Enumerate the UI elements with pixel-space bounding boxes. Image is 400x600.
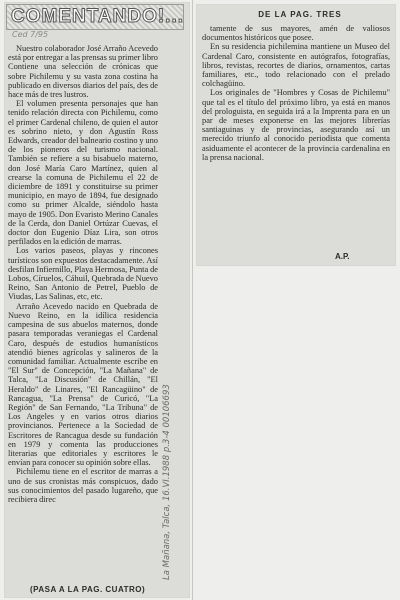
article-paragraph: En su residencia pichilemina mantiene un Museo del Cardenal Caro, consistente en autógrafos, fotografías, libros, revistas, recortes de diarios, ornamentos, cartas familiares, etc., todo relacionado con el prelado colchagüino. — [202, 42, 390, 89]
article-paragraph: El volumen presenta personajes que han tenido relación directa con Pichilemu, como el primer Cardenal chileno, de quien el autor es sobrino nieto, y don Agustín Ross Edwards, creador del balneario costino y uno de los pioneros del turismo nacional. También se refiere a su bisabuelo materno, don José María Caro Martínez, quien al crearse la comuna de Pichilemu el 22 de diciembre de 1891 y constituirse su primer municipio, en mayo de 1894, fue designado como su primer Alcalde, siéndolo hasta mayo de 1905. Don Evaristo Merino Canales de la Cerda, don Daniel Ortúzar Cuevas, el doctor don Eugenio Díaz Lira, son otros perfilados en la edición de marras. — [8, 99, 158, 247]
article-paragraph: Nuestro colaborador José Arraño Acevedo está por entregar a las prensas su primer libro Contiene una selección de crónicas que sobre Pichilemu y su vasta zona costina ha publicado en diversos diarios del país, des de hace más de tres lustros. — [8, 44, 158, 100]
headline-banner — [6, 4, 184, 30]
left-article-body — [8, 44, 158, 584]
article-paragraph: Los varios paseos, playas y rincones turísticos son expuestos destacadamente. Así desfilan Infiernillo, Playa Hermosa, Punta de Lobos, Círuelos, Cáhuil, Quebrada de Nuevo Reino, San Antonio de Petrel, Pueblo de Viudas, Las Salinas, etc, etc. — [8, 246, 158, 302]
archive-stamp-text: La Mañana, Talca, 16.VI.1988 p.3-4 00106693 — [162, 384, 172, 580]
continuation-footer: (PASA A LA PAG. CUATRO) — [30, 585, 146, 594]
headline-text: COMENTANDO!... — [11, 6, 185, 27]
right-article-body — [202, 24, 390, 162]
article-paragraph: Los originales de "Hombres y Cosas de Pichilemu" que tal es el título del próximo libro, ya está en manos del prologuista, en seguida irá a la Imprenta para en un par de meses exponerse en las mejores librerías santiaguinas y de provincias, asegurando así un merecido triunfo al conocido periodista que comenta asiduamente el acontecer de la provincia cardenalina en la prensa nacional. — [202, 88, 390, 162]
archive-stamp — [162, 220, 176, 580]
article-paragraph: tamente de sus mayores, amén de valiosos documentos históricos que posee. — [202, 24, 390, 43]
handwritten-note: Ced 7/95 — [12, 30, 49, 39]
continuation-header: DE LA PAG. TRES — [258, 10, 342, 19]
author-signature: A.P. — [335, 252, 350, 261]
article-paragraph: Arraño Acevedo nacido en Quebrada de Nuevo Reino, en la idílica residencia campesina de sus abuelos maternos, donde pasara temporadas veraniegas el Cardenal Caro, después de estudios humanísticos atendió bienes agrícolas y salineros de la comunidad familiar. Actualmente escribe en "El Sur" de Concepción, "La Mañana" de Talca, "La Discusión" de Chillán, "El Heraldo" de Linares, "El Rancagüino" de Rancagua, "La Prensa" de Curicó, "La Región" de San Fernando, "La Tribuna" de Los Angeles y en varios otros diarios provincianos. Pertenece a la Sociedad de Escritores de Rancagua desde su fundación en 1979 y comenta las producciones literarias que editoriales y escritores le envían para conocer su opinión sobre ellas. — [8, 301, 158, 468]
page-divider — [192, 0, 193, 600]
article-paragraph: Pichilemu tiene en el escritor de marras a uno de sus cronistas más conspicuos, dado sus conocimientos del pasado lugareño, que recibiera direc — [8, 467, 158, 504]
